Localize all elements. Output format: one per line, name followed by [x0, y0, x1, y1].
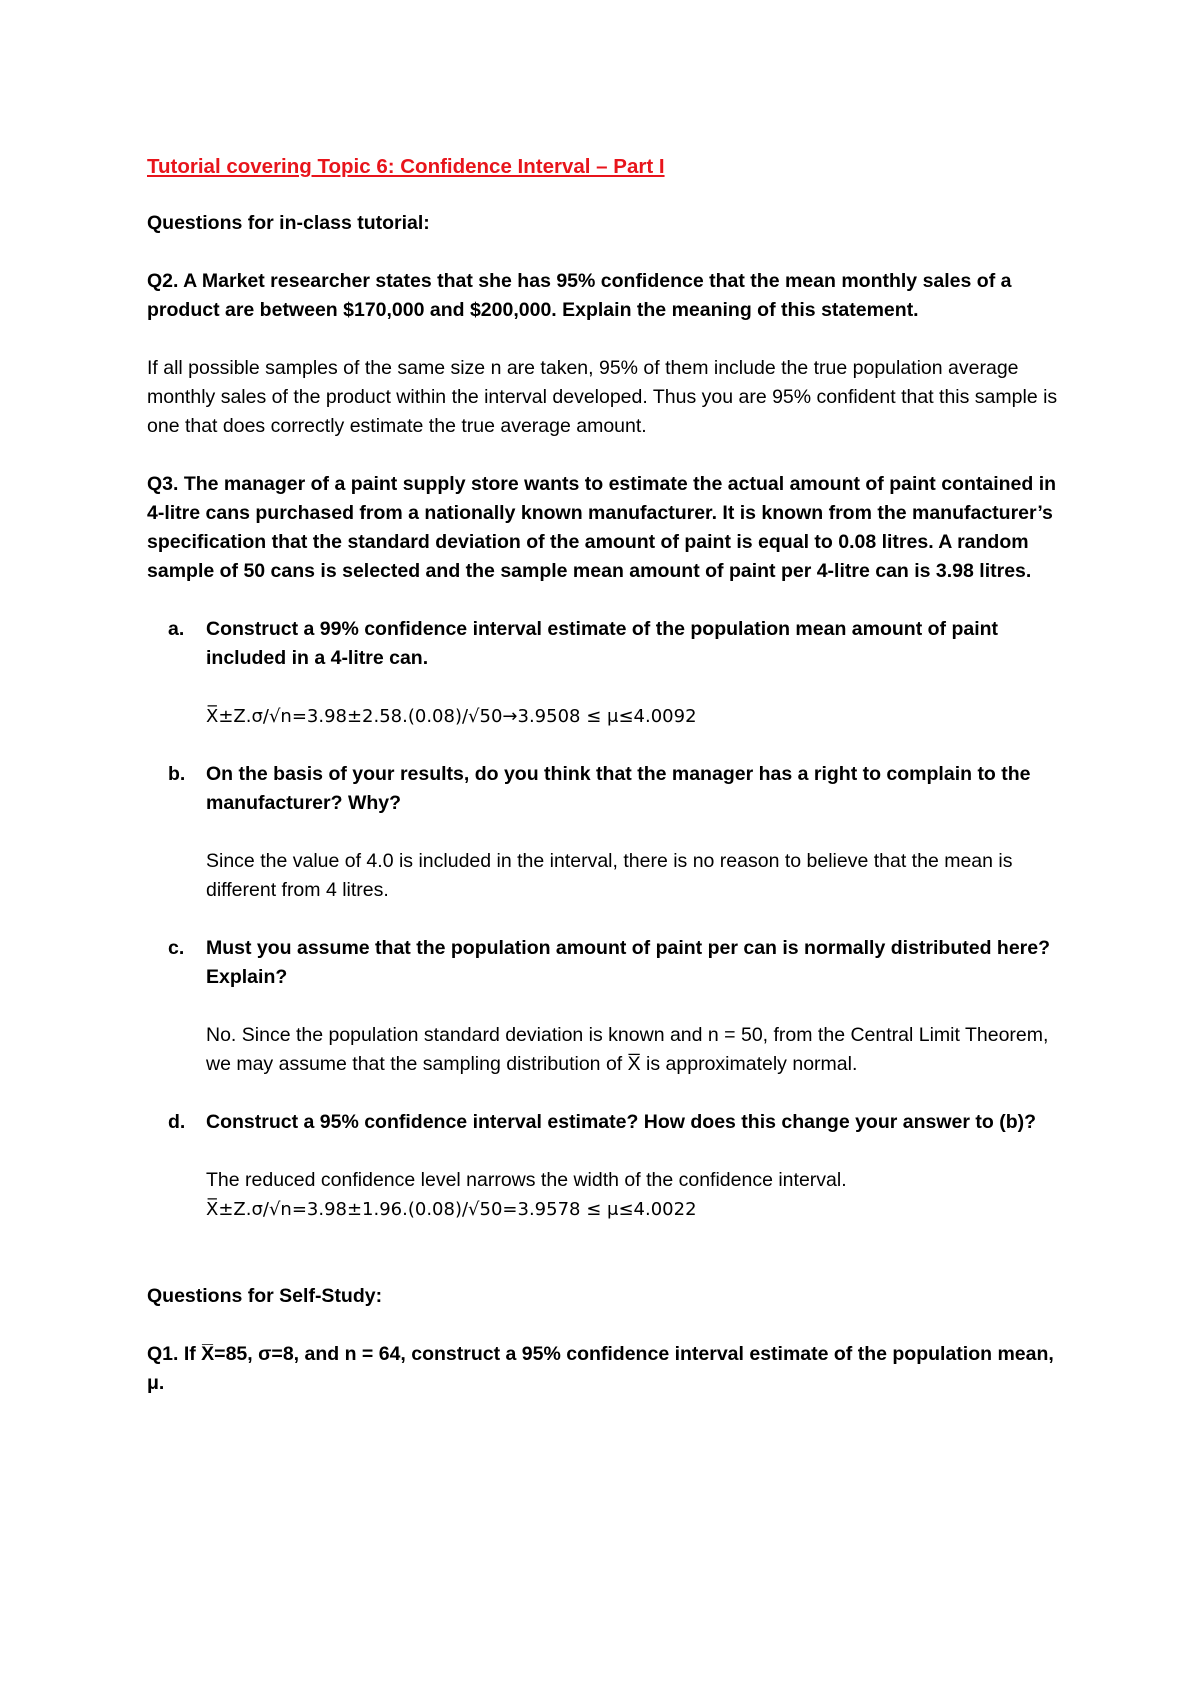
part-body	[206, 615, 1067, 731]
q3-part-d	[168, 1108, 1067, 1224]
self-study-heading: Questions for Self-Study:	[147, 1285, 383, 1307]
part-answer-formula: X̅±Z.σ/√n=3.98±2.58.(0.08)/√50→3.9508 ≤ μ≤4.0092	[206, 706, 697, 727]
part-question: Construct a 99% confidence interval estimate of the population mean amount of paint included in a 4-litre can.	[206, 618, 999, 669]
q3-part-c	[168, 934, 1067, 1079]
part-answer: The reduced confidence level narrows the width of the confidence interval.	[206, 1169, 847, 1191]
part-label: b.	[168, 763, 186, 785]
q1-question: Q1. If X̅=85, σ=8, and n = 64, construct a 95% confidence interval estimate of the population mean, μ.	[147, 1343, 1054, 1394]
part-label: d.	[168, 1111, 186, 1133]
part-label: c.	[168, 937, 185, 959]
part-question: On the basis of your results, do you think that the manager has a right to complain to the manufacturer? Why?	[206, 763, 1031, 814]
part-question: Construct a 95% confidence interval estimate? How does this change your answer to (b)?	[206, 1111, 1037, 1133]
q3-part-b	[168, 760, 1067, 905]
q2-question: Q2. A Market researcher states that she has 95% confidence that the mean monthly sales of a product are between $170,000 and $200,000. Explain the meaning of this statement.	[147, 270, 1012, 321]
part-answer: No. Since the population standard deviation is known and n = 50, from the Central Limit Theorem, we may assume that the sampling distribution of X̅ is approximately normal.	[206, 1024, 1049, 1075]
part-question: Must you assume that the population amount of paint per can is normally distributed here? Explain?	[206, 937, 1051, 988]
q2-answer: If all possible samples of the same size n are taken, 95% of them include the true population average monthly sales of the product within the interval developed. Thus you are 95% confident that this sample is one that does correctly estimate the true average amount.	[147, 357, 1058, 437]
part-body	[206, 760, 1067, 905]
page-title: Tutorial covering Topic 6: Confidence Interval – Part I	[147, 155, 665, 178]
part-label: a.	[168, 618, 185, 640]
part-body	[206, 934, 1067, 1079]
part-answer-formula: X̅±Z.σ/√n=3.98±1.96.(0.08)/√50=3.9578 ≤ μ≤4.0022	[206, 1199, 697, 1220]
in-class-heading: Questions for in-class tutorial:	[147, 212, 430, 234]
part-answer: Since the value of 4.0 is included in the interval, there is no reason to believe that the mean is different from 4 litres.	[206, 850, 1013, 901]
part-body	[206, 1108, 1067, 1224]
q3-part-a	[168, 615, 1067, 731]
document-content	[147, 152, 1067, 1398]
q3-question: Q3. The manager of a paint supply store wants to estimate the actual amount of paint contained in 4-litre cans purchased from a nationally known manufacturer. It is known from the manufacturer’s specification that the standard deviation of the amount of paint is equal to 0.08 litres. A random sample of 50 cans is selected and the sample mean amount of paint per 4-litre can is 3.98 litres.	[147, 473, 1057, 582]
